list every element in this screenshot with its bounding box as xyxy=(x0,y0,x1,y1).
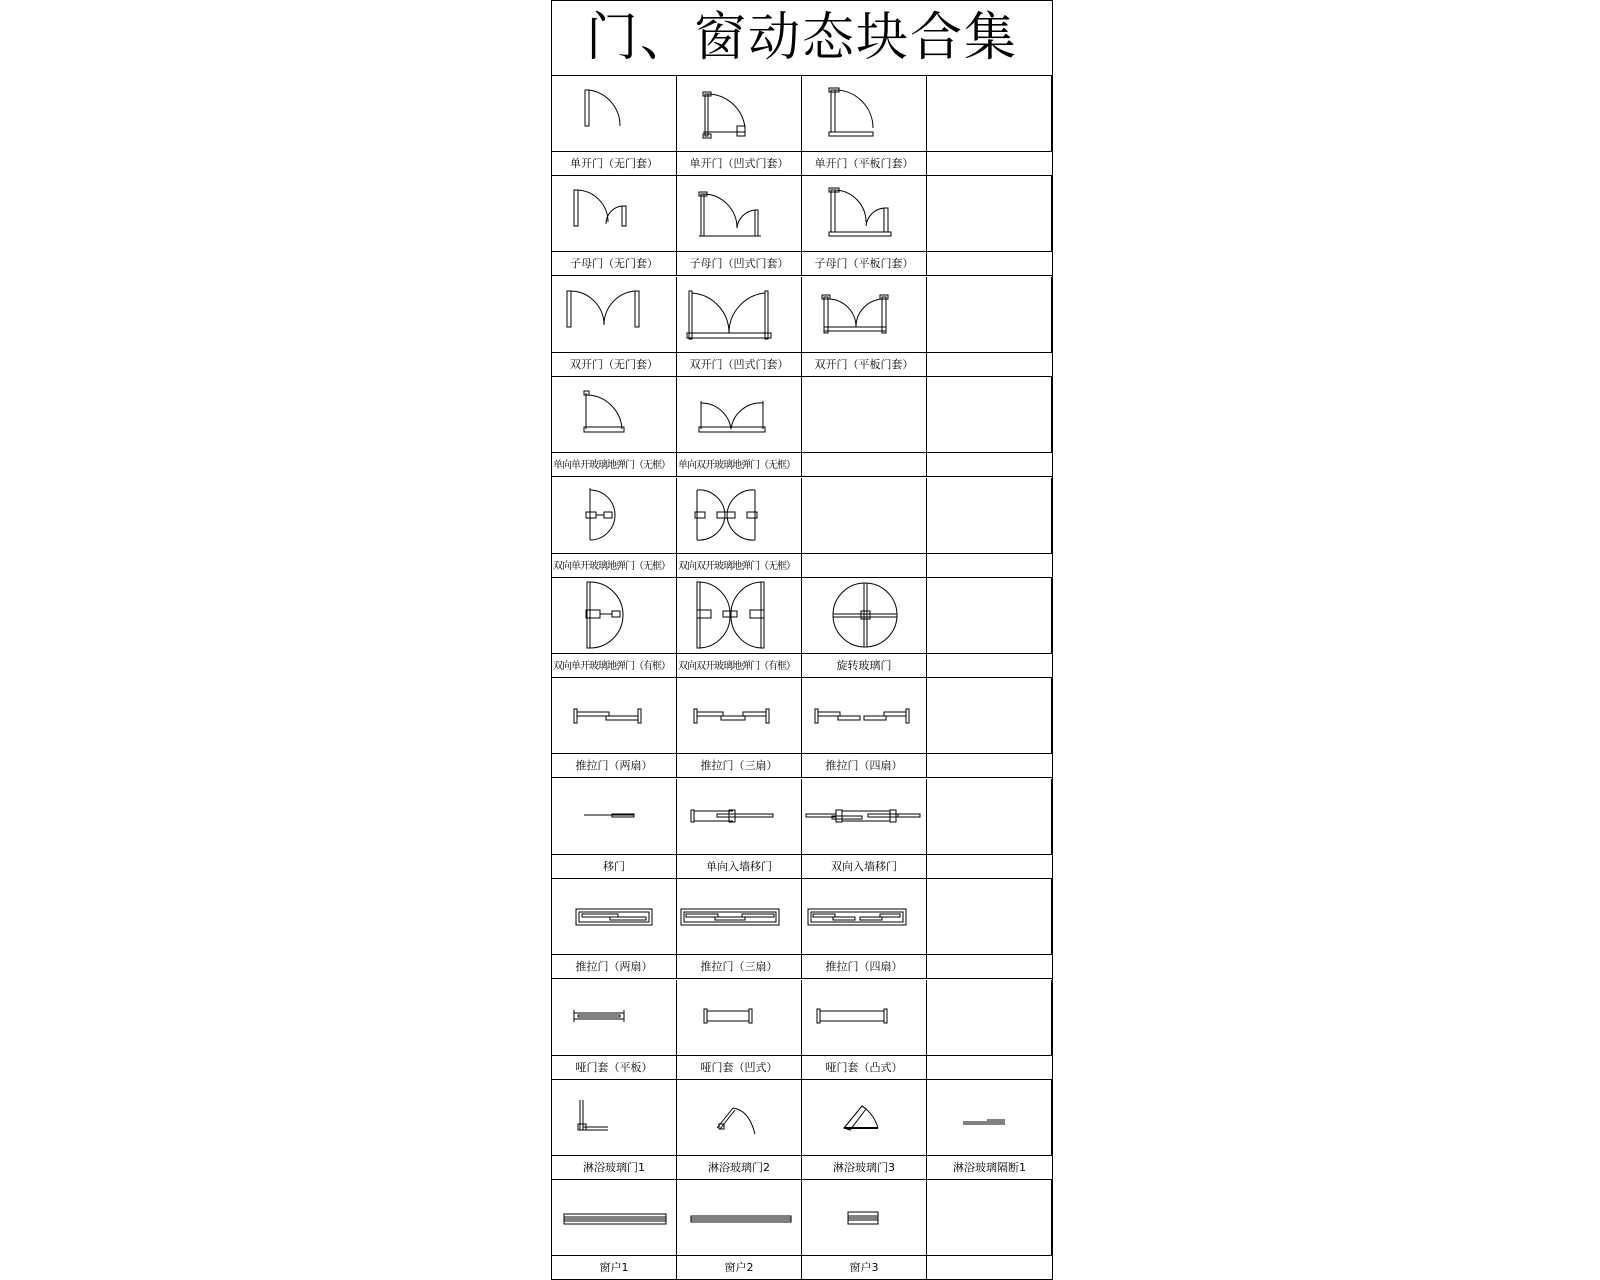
block-caption xyxy=(802,854,927,879)
sliding-door-three-panel-framed-icon xyxy=(677,879,802,954)
block-cell[interactable] xyxy=(552,578,677,653)
single-swing-door-pocket-frame-icon xyxy=(677,76,802,151)
shower-glass-partition-icon xyxy=(927,1080,1052,1155)
block-caption-text: 双向双开玻璃地弹门（无框） xyxy=(678,560,795,572)
one-way-single-glass-spring-door-icon xyxy=(552,377,677,452)
double-swing-door-flat-frame-icon xyxy=(802,277,927,352)
block-caption xyxy=(677,653,802,678)
block-caption-text: 移门 xyxy=(603,859,625,873)
block-cell[interactable] xyxy=(802,76,927,151)
two-way-single-glass-spring-door-frameless-icon xyxy=(552,478,677,553)
block-cell[interactable] xyxy=(552,377,677,452)
block-cell[interactable] xyxy=(552,76,677,151)
block-caption-text: 子母门（凹式门套） xyxy=(689,257,789,271)
double-swing-door-no-frame-icon xyxy=(552,277,677,352)
block-caption xyxy=(552,753,677,778)
block-cell[interactable] xyxy=(677,779,802,854)
empty-cell xyxy=(927,76,1052,151)
block-caption xyxy=(802,954,927,979)
block-cell[interactable] xyxy=(802,1180,927,1255)
mother-child-door-no-frame-icon xyxy=(552,176,677,251)
block-caption-text: 双向入墙移门 xyxy=(831,859,897,873)
block-caption xyxy=(552,452,677,477)
block-caption xyxy=(677,1255,802,1280)
block-caption-text: 淋浴玻璃门3 xyxy=(833,1161,895,1174)
shower-glass-door-1-icon xyxy=(552,1080,677,1155)
block-caption-text: 单向单开玻璃地弹门（无框） xyxy=(553,460,670,472)
block-cell[interactable] xyxy=(802,980,927,1055)
empty-cell xyxy=(802,478,927,553)
block-cell[interactable] xyxy=(677,980,802,1055)
block-caption-text: 双开门（无门套） xyxy=(570,357,658,371)
two-way-single-glass-spring-door-framed-icon xyxy=(552,578,677,653)
empty-cell xyxy=(927,678,1052,753)
block-cell[interactable] xyxy=(677,1080,802,1155)
block-cell[interactable] xyxy=(802,779,927,854)
block-row xyxy=(552,377,1052,477)
double-wall-pocket-sliding-door-icon xyxy=(802,779,927,854)
block-cell[interactable] xyxy=(552,478,677,553)
block-cell[interactable] xyxy=(802,277,927,352)
block-caption xyxy=(802,753,927,778)
block-cell[interactable] xyxy=(552,1080,677,1155)
block-caption xyxy=(927,1155,1052,1180)
block-caption xyxy=(552,1055,677,1080)
block-caption-text: 哑门套（凸式） xyxy=(825,1060,903,1074)
block-caption-text: 窗户3 xyxy=(849,1261,879,1275)
block-caption xyxy=(802,151,927,176)
block-caption xyxy=(927,1055,1052,1080)
block-cell[interactable] xyxy=(677,879,802,954)
empty-cell xyxy=(927,980,1052,1055)
block-caption xyxy=(552,1255,677,1280)
block-caption-text: 旋转玻璃门 xyxy=(836,659,892,672)
block-cell[interactable] xyxy=(677,478,802,553)
window-1-icon xyxy=(552,1180,677,1255)
window-3-icon xyxy=(802,1180,927,1255)
block-caption xyxy=(677,1055,802,1080)
block-caption-text: 双开门（平板门套） xyxy=(814,357,914,371)
block-caption xyxy=(677,753,802,778)
block-caption xyxy=(677,954,802,979)
block-caption xyxy=(677,251,802,276)
block-cell[interactable] xyxy=(552,779,677,854)
door-casing-flat-icon xyxy=(552,980,677,1055)
single-wall-pocket-sliding-door-icon xyxy=(677,779,802,854)
block-cell[interactable] xyxy=(677,76,802,151)
block-caption xyxy=(802,251,927,276)
block-cell[interactable] xyxy=(677,1180,802,1255)
block-caption-text: 淋浴玻璃门2 xyxy=(708,1161,770,1174)
block-caption xyxy=(927,251,1052,276)
block-caption-text: 单开门（平板门套） xyxy=(814,157,914,170)
block-caption-text: 推拉门（三扇） xyxy=(700,960,778,974)
block-cell[interactable] xyxy=(552,176,677,251)
block-cell[interactable] xyxy=(552,980,677,1055)
block-caption xyxy=(552,352,677,377)
block-row xyxy=(552,277,1052,377)
block-cell[interactable] xyxy=(552,879,677,954)
block-caption-text: 单开门（无门套） xyxy=(570,157,658,170)
empty-cell xyxy=(927,377,1052,452)
door-casing-convex-icon xyxy=(802,980,927,1055)
block-caption-text: 单向双开玻璃地弹门（无框） xyxy=(678,460,795,472)
block-caption xyxy=(927,352,1052,377)
block-caption-text: 哑门套（凹式） xyxy=(700,1060,778,1074)
sliding-door-three-panel-icon xyxy=(677,678,802,753)
block-caption-text: 推拉门（三扇） xyxy=(700,759,778,773)
block-row xyxy=(552,879,1052,979)
block-caption xyxy=(677,352,802,377)
block-cell[interactable] xyxy=(677,377,802,452)
block-caption-text: 推拉门（两扇） xyxy=(575,960,653,974)
mother-child-door-flat-frame-icon xyxy=(802,176,927,251)
block-caption xyxy=(552,553,677,578)
block-caption-text: 子母门（平板门套） xyxy=(814,257,914,271)
block-caption-text: 哑门套（平板） xyxy=(575,1060,653,1074)
block-cell[interactable] xyxy=(802,578,927,653)
shower-glass-door-2-icon xyxy=(677,1080,802,1155)
door-casing-concave-icon xyxy=(677,980,802,1055)
block-caption xyxy=(677,854,802,879)
block-caption xyxy=(927,553,1052,578)
empty-cell xyxy=(927,176,1052,251)
block-caption xyxy=(927,753,1052,778)
empty-cell xyxy=(927,277,1052,352)
block-caption xyxy=(552,251,677,276)
empty-cell xyxy=(927,1180,1052,1255)
block-caption-text: 双向双开玻璃地弹门（有框） xyxy=(678,661,795,672)
block-cell[interactable] xyxy=(552,678,677,753)
block-caption-text: 单开门（凹式门套） xyxy=(689,157,789,170)
block-cell[interactable] xyxy=(802,176,927,251)
block-caption-text: 淋浴玻璃隔断1 xyxy=(953,1161,1026,1174)
block-cell[interactable] xyxy=(677,578,802,653)
block-caption xyxy=(802,653,927,678)
two-way-double-glass-spring-door-framed-icon xyxy=(677,578,802,653)
block-caption xyxy=(677,1155,802,1180)
block-caption-text: 推拉门（四扇） xyxy=(825,960,903,974)
page-title: 门、窗动态块合集 xyxy=(552,1,1052,76)
block-caption xyxy=(802,452,927,477)
block-row xyxy=(552,176,1052,276)
block-caption xyxy=(927,854,1052,879)
block-row xyxy=(552,678,1052,778)
empty-cell xyxy=(927,779,1052,854)
block-caption-text: 双向单开玻璃地弹门（有框） xyxy=(553,661,670,672)
block-caption xyxy=(802,1155,927,1180)
block-caption xyxy=(677,151,802,176)
block-cell[interactable] xyxy=(677,277,802,352)
block-caption xyxy=(927,151,1052,176)
single-swing-door-flat-frame-icon xyxy=(802,76,927,151)
block-caption xyxy=(677,553,802,578)
block-caption xyxy=(802,553,927,578)
block-cell[interactable] xyxy=(802,879,927,954)
window-2-icon xyxy=(677,1180,802,1255)
mother-child-door-pocket-frame-icon xyxy=(677,176,802,251)
block-caption xyxy=(552,1155,677,1180)
door-window-block-sheet xyxy=(551,0,1053,1280)
two-way-double-glass-spring-door-frameless-icon xyxy=(677,478,802,553)
block-cell[interactable] xyxy=(802,678,927,753)
block-caption-text: 双向单开玻璃地弹门（无框） xyxy=(553,560,670,572)
pocket-sliding-door-icon xyxy=(552,779,677,854)
block-row xyxy=(552,1180,1052,1280)
block-caption xyxy=(552,151,677,176)
block-caption xyxy=(802,1055,927,1080)
block-caption xyxy=(927,452,1052,477)
empty-cell xyxy=(927,879,1052,954)
block-caption xyxy=(552,954,677,979)
block-caption xyxy=(927,1255,1052,1280)
block-caption xyxy=(552,854,677,879)
block-row xyxy=(552,779,1052,879)
sliding-door-two-panel-icon xyxy=(552,678,677,753)
block-caption-text: 单向入墙移门 xyxy=(706,859,772,873)
block-row xyxy=(552,76,1052,176)
block-caption xyxy=(552,653,677,678)
single-swing-door-no-frame-icon xyxy=(552,76,677,151)
block-caption xyxy=(677,452,802,477)
empty-cell xyxy=(927,478,1052,553)
block-row xyxy=(552,478,1052,578)
sliding-door-two-panel-framed-icon xyxy=(552,879,677,954)
block-row xyxy=(552,1080,1052,1180)
block-row xyxy=(552,578,1052,678)
sliding-door-four-panel-icon xyxy=(802,678,927,753)
block-cell[interactable] xyxy=(802,1080,927,1155)
double-swing-door-pocket-frame-icon xyxy=(677,277,802,352)
block-caption-text: 窗户2 xyxy=(724,1261,754,1275)
block-caption xyxy=(802,1255,927,1280)
block-caption xyxy=(802,352,927,377)
block-caption-text: 子母门（无门套） xyxy=(570,257,658,271)
block-caption-text: 淋浴玻璃门1 xyxy=(583,1161,645,1174)
block-caption-text: 推拉门（四扇） xyxy=(825,759,903,773)
block-cell[interactable] xyxy=(677,678,802,753)
block-row xyxy=(552,980,1052,1080)
empty-cell xyxy=(927,578,1052,653)
block-cell[interactable] xyxy=(927,1080,1052,1155)
one-way-double-glass-spring-door-icon xyxy=(677,377,802,452)
block-caption-text: 窗户1 xyxy=(599,1261,629,1275)
block-cell[interactable] xyxy=(552,1180,677,1255)
sliding-door-four-panel-framed-icon xyxy=(802,879,927,954)
block-cell[interactable] xyxy=(552,277,677,352)
block-caption xyxy=(927,954,1052,979)
block-caption-text: 双开门（凹式门套） xyxy=(689,357,789,371)
block-caption xyxy=(927,653,1052,678)
shower-glass-door-3-icon xyxy=(802,1080,927,1155)
block-cell[interactable] xyxy=(677,176,802,251)
empty-cell xyxy=(802,377,927,452)
block-caption-text: 推拉门（两扇） xyxy=(575,759,653,773)
revolving-glass-door-icon xyxy=(802,578,927,653)
